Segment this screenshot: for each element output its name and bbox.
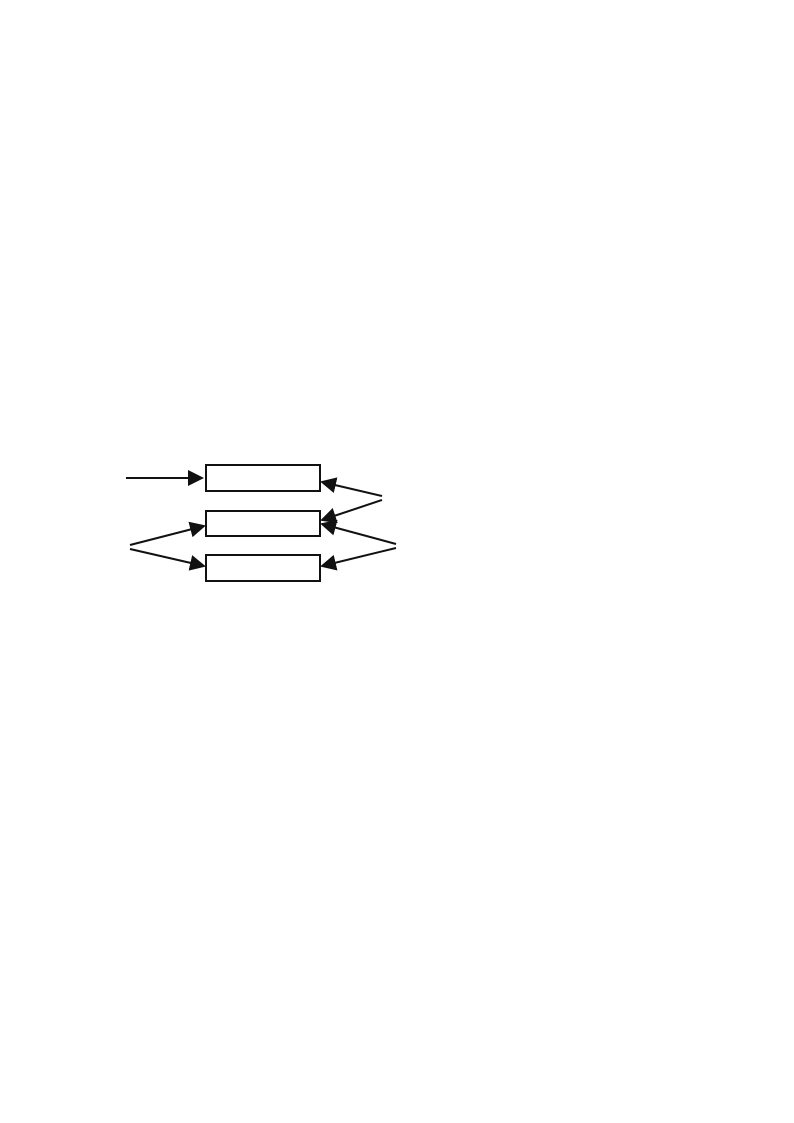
hormone-diagram (100, 456, 430, 588)
jia-to-box3-arrow (130, 549, 204, 566)
bing-to-box2-arrow (322, 500, 382, 520)
yi-to-box2-arrow (322, 524, 396, 544)
yi-to-box3-arrow (322, 548, 396, 566)
box-seed-dormancy (205, 554, 321, 582)
iaa-bar-chart (100, 727, 332, 855)
box-growth (205, 510, 321, 537)
jia-to-box2-arrow (130, 526, 204, 545)
box-seedless-fruit (205, 464, 321, 492)
acc-bar-chart (340, 727, 540, 855)
bing-to-box1-arrow (322, 482, 382, 496)
